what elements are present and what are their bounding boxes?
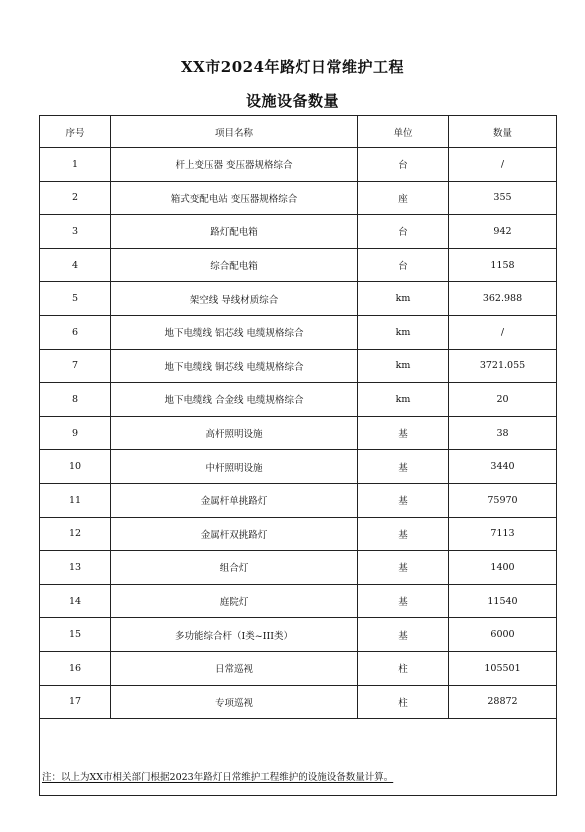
table-header-row — [40, 116, 557, 148]
row-index: 8 — [40, 383, 111, 417]
table-row — [40, 181, 557, 215]
table-row — [40, 315, 557, 349]
row-unit: 基 — [358, 450, 449, 484]
row-quantity: 362.988 — [449, 282, 557, 316]
row-quantity: 355 — [449, 181, 557, 215]
row-quantity: 7113 — [449, 517, 557, 551]
row-quantity: 28872 — [449, 685, 557, 719]
document-subtitle: 设施设备数量 — [245, 92, 339, 110]
table-row — [40, 551, 557, 585]
table-row — [40, 248, 557, 282]
row-index: 11 — [40, 483, 111, 517]
row-item-name: 中杆照明设施 — [111, 450, 358, 484]
row-index: 10 — [40, 450, 111, 484]
table-row — [40, 282, 557, 316]
table-row — [40, 215, 557, 249]
row-unit: 基 — [358, 584, 449, 618]
row-quantity: 942 — [449, 215, 557, 249]
table-row — [40, 416, 557, 450]
header-quantity: 数量 — [449, 116, 557, 148]
table-row — [40, 148, 557, 182]
row-item-name: 专项巡视 — [111, 685, 358, 719]
row-index: 14 — [40, 584, 111, 618]
row-item-name: 组合灯 — [111, 551, 358, 585]
row-quantity: 1158 — [449, 248, 557, 282]
row-index: 4 — [40, 248, 111, 282]
row-unit: km — [358, 282, 449, 316]
row-unit: 基 — [358, 483, 449, 517]
row-item-name: 杆上变压器 变压器规格综合 — [111, 148, 358, 182]
row-index: 15 — [40, 618, 111, 652]
row-item-name: 高杆照明设施 — [111, 416, 358, 450]
table-row — [40, 584, 557, 618]
header-index: 序号 — [40, 116, 111, 148]
row-index: 2 — [40, 181, 111, 215]
row-unit: 台 — [358, 248, 449, 282]
row-quantity: 3721.055 — [449, 349, 557, 383]
row-index: 13 — [40, 551, 111, 585]
row-unit: 基 — [358, 618, 449, 652]
row-quantity: / — [449, 315, 557, 349]
row-item-name: 金属杆单挑路灯 — [111, 483, 358, 517]
row-quantity: 11540 — [449, 584, 557, 618]
document-title: XX市2024年路灯日常维护工程 — [180, 58, 405, 76]
row-unit: 柱 — [358, 685, 449, 719]
table-row — [40, 450, 557, 484]
note-cell — [40, 719, 557, 796]
row-unit: km — [358, 349, 449, 383]
note-row — [40, 719, 557, 796]
header-unit: 单位 — [358, 116, 449, 148]
table-row — [40, 349, 557, 383]
row-item-name: 金属杆双挑路灯 — [111, 517, 358, 551]
row-item-name: 路灯配电箱 — [111, 215, 358, 249]
row-index: 12 — [40, 517, 111, 551]
row-item-name: 综合配电箱 — [111, 248, 358, 282]
row-item-name: 多功能综合杆（I类~III类） — [111, 618, 358, 652]
row-quantity: 75970 — [449, 483, 557, 517]
row-unit: 基 — [358, 551, 449, 585]
row-unit: 台 — [358, 215, 449, 249]
table-row — [40, 651, 557, 685]
row-index: 7 — [40, 349, 111, 383]
row-quantity: 3440 — [449, 450, 557, 484]
row-item-name: 日常巡视 — [111, 651, 358, 685]
row-unit: 柱 — [358, 651, 449, 685]
row-unit: km — [358, 383, 449, 417]
table-row — [40, 517, 557, 551]
row-item-name: 架空线 导线材质综合 — [111, 282, 358, 316]
row-unit: km — [358, 315, 449, 349]
row-quantity: 6000 — [449, 618, 557, 652]
table-row — [40, 618, 557, 652]
note-text: 注：以上为XX市相关部门根据2023年路灯日常维护工程维护的设施设备数量计算。 — [42, 772, 394, 784]
row-index: 5 — [40, 282, 111, 316]
row-unit: 基 — [358, 517, 449, 551]
row-index: 1 — [40, 148, 111, 182]
row-unit: 座 — [358, 181, 449, 215]
row-index: 9 — [40, 416, 111, 450]
row-index: 3 — [40, 215, 111, 249]
row-item-name: 地下电缆线 合金线 电缆规格综合 — [111, 383, 358, 417]
row-quantity: 1400 — [449, 551, 557, 585]
row-index: 6 — [40, 315, 111, 349]
row-quantity: / — [449, 148, 557, 182]
table-row — [40, 483, 557, 517]
table-row — [40, 383, 557, 417]
row-quantity: 105501 — [449, 651, 557, 685]
row-index: 16 — [40, 651, 111, 685]
row-unit: 台 — [358, 148, 449, 182]
row-quantity: 20 — [449, 383, 557, 417]
row-index: 17 — [40, 685, 111, 719]
row-unit: 基 — [358, 416, 449, 450]
row-quantity: 38 — [449, 416, 557, 450]
row-item-name: 地下电缆线 铝芯线 电缆规格综合 — [111, 315, 358, 349]
row-item-name: 箱式变配电站 变压器规格综合 — [111, 181, 358, 215]
equipment-quantity-table — [39, 115, 557, 796]
row-item-name: 地下电缆线 铜芯线 电缆规格综合 — [111, 349, 358, 383]
header-item-name: 项目名称 — [111, 116, 358, 148]
table-row — [40, 685, 557, 719]
row-item-name: 庭院灯 — [111, 584, 358, 618]
